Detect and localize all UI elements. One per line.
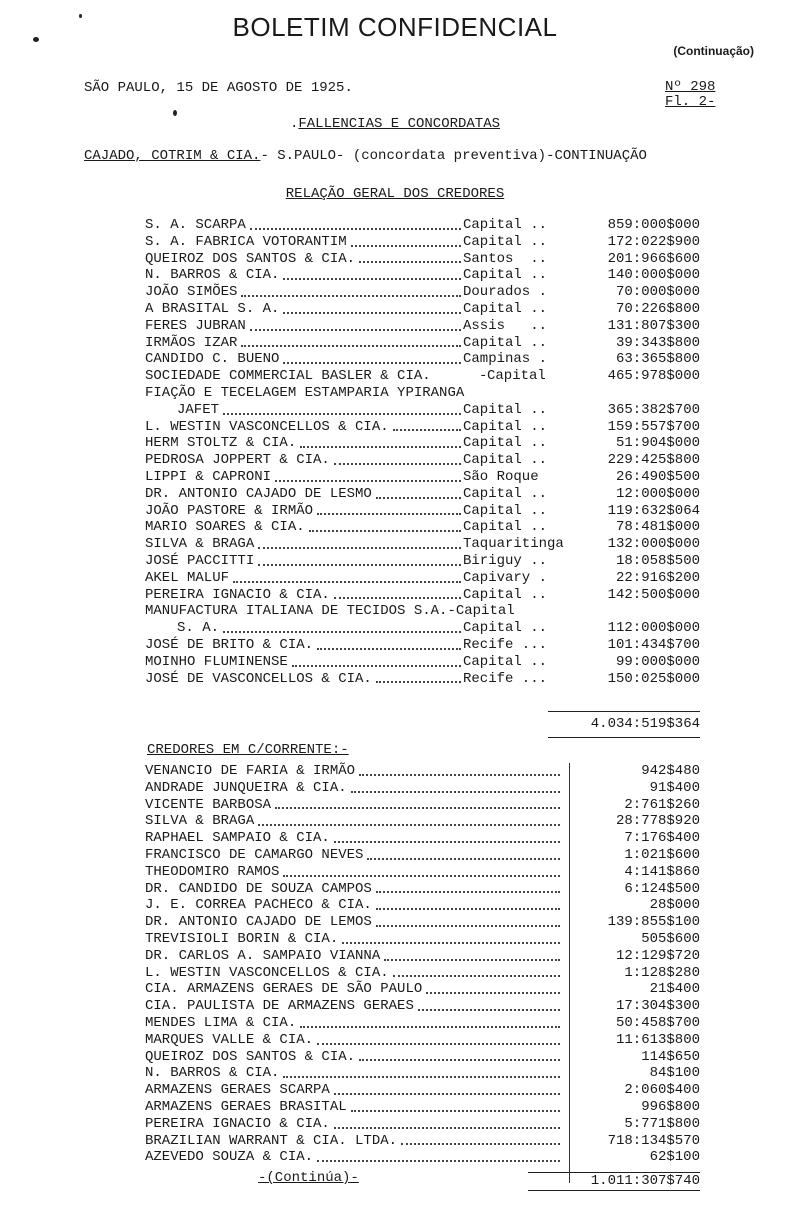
creditor-amount: 996$800: [641, 1098, 700, 1115]
creditor-name: S. A.: [177, 620, 220, 637]
leader-dots: [317, 1158, 560, 1162]
table-row: [145, 1099, 700, 1116]
table-row: [145, 830, 700, 847]
ink-speck: [173, 110, 177, 116]
creditor-name: MANUFACTURA ITALIANA DE TECIDOS S.A.-Capital: [145, 603, 515, 620]
leader-dots: [283, 276, 461, 280]
creditor-name: AKEL MALUF: [145, 569, 230, 586]
creditor-name: J. E. CORREA PACHECO & CIA.: [145, 897, 372, 914]
table-row: [145, 881, 700, 898]
leader-dots: [359, 1057, 560, 1061]
creditor-amount: 465:978$000: [607, 368, 700, 385]
total-rule-bottom: [548, 737, 700, 738]
creditor-name: HERM STOLTZ & CIA.: [145, 435, 297, 452]
place-date: SÃO PAULO, 15 DE AGOSTO DE 1925.: [84, 80, 353, 96]
creditor-amount: 50:458$700: [615, 1014, 700, 1031]
creditor-location: Capital ..: [463, 485, 548, 502]
creditor-location: Capital ..: [463, 519, 548, 536]
creditor-name: DR. ANTONIO CAJADO DE LESMO: [145, 485, 372, 502]
leader-dots: [359, 259, 461, 263]
creditor-name: DR. ANTONIO CAJADO DE LEMOS: [145, 914, 372, 931]
leader-dots: [384, 957, 560, 961]
creditor-amount: 942$480: [641, 763, 700, 779]
creditor-name: VICENTE BARBOSA: [145, 796, 272, 813]
leader-dots: [317, 646, 461, 650]
creditor-location: Capital ..: [463, 267, 548, 284]
creditor-amount: 84$100: [649, 1065, 700, 1082]
leader-dots: [309, 528, 461, 532]
table-row: [145, 763, 700, 780]
leader-dots: [351, 1108, 560, 1112]
table-row: [145, 217, 700, 234]
leader-dots: [283, 873, 560, 877]
total-rule-top: [548, 711, 700, 712]
leader-dots: [258, 562, 461, 566]
leader-dots: [223, 629, 461, 633]
table-row: [145, 931, 700, 948]
creditor-name: BRAZILIAN WARRANT & CIA. LTDA.: [145, 1132, 398, 1149]
creditor-amount: 229:425$800: [607, 452, 700, 469]
creditor-location: São Roque: [463, 468, 539, 485]
table-row: [145, 813, 700, 830]
creditor-location: Santos ..: [463, 250, 548, 267]
creditor-name: LIPPI & CAPRONI: [145, 468, 272, 485]
creditor-name: SILVA & BRAGA: [145, 536, 255, 553]
table-row: [145, 897, 700, 914]
case-line: [84, 148, 647, 164]
creditor-name: FIAÇÃO E TECELAGEM ESTAMPARIA YPIRANGA: [145, 384, 465, 401]
current-account-table: [145, 763, 700, 1166]
current-account-total: 1.011:307$740: [528, 1172, 700, 1191]
document-number: Nº 298: [665, 79, 716, 95]
creditor-amount: 78:481$000: [615, 519, 700, 536]
current-account-heading: CREDORES EM C/CORRENTE:-: [147, 742, 349, 758]
creditor-amount: 131:807$300: [607, 317, 700, 334]
creditor-location: Dourados .: [463, 284, 548, 301]
table-row: [145, 503, 700, 520]
creditor-name: S. A. SCARPA: [145, 217, 246, 233]
table-row: [145, 864, 700, 881]
creditor-amount: 70:226$800: [615, 300, 700, 317]
leader-dots: [223, 411, 461, 415]
creditor-name: FRANCISCO DE CAMARGO NEVES: [145, 846, 364, 863]
table-row: [145, 368, 700, 385]
creditors-table: [145, 217, 700, 687]
table-row: [145, 1133, 700, 1150]
leader-dots: [250, 327, 461, 331]
creditor-amount: 150:025$000: [607, 670, 700, 687]
creditor-amount: 119:632$064: [607, 502, 700, 519]
creditor-amount: 28$000: [649, 897, 700, 914]
table-row: [145, 435, 700, 452]
creditor-name: QUEIROZ DOS SANTOS & CIA.: [145, 250, 356, 267]
creditor-amount: 505$600: [641, 930, 700, 947]
creditors-total: 4.034:519$364: [590, 716, 700, 732]
creditor-name: MENDES LIMA & CIA.: [145, 1014, 297, 1031]
leader-dots: [426, 990, 560, 994]
leader-dots: [376, 923, 560, 927]
leader-dots: [258, 545, 461, 549]
table-row: [145, 654, 700, 671]
leader-dots: [334, 839, 560, 843]
continua-prefix: -: [258, 1170, 267, 1186]
creditor-name: MARIO SOARES & CIA.: [145, 519, 305, 536]
creditor-name: ARMAZENS GERAES SCARPA: [145, 1082, 330, 1099]
case-description: - S.PAULO- (concordata preventiva)-CONTINUAÇÃO: [260, 148, 647, 164]
creditor-amount: 22:916$200: [615, 569, 700, 586]
table-row: [145, 981, 700, 998]
creditor-location: Campinas .: [463, 351, 548, 368]
leader-dots: [334, 461, 461, 465]
table-row: [145, 780, 700, 797]
creditor-amount: 101:434$700: [607, 636, 700, 653]
creditor-amount: 718:134$570: [607, 1132, 700, 1149]
creditor-location: Capital ..: [463, 233, 548, 250]
leader-dots: [241, 293, 461, 297]
creditor-location: Capital ..: [463, 334, 548, 351]
table-row: [145, 847, 700, 864]
leader-dots: [351, 789, 560, 793]
table-row: [145, 603, 700, 620]
creditor-name: ARMAZENS GERAES BRASITAL: [145, 1098, 347, 1115]
table-row: [145, 251, 700, 268]
leader-dots: [359, 772, 560, 776]
creditor-location: Capital ..: [463, 435, 548, 452]
creditor-amount: 91$400: [649, 779, 700, 796]
creditor-name: JOSÉ PACCITTI: [145, 552, 255, 569]
leader-dots: [418, 1007, 560, 1011]
creditor-location: Capital ..: [463, 620, 548, 637]
creditor-name: TREVISIOLI BORIN & CIA.: [145, 930, 339, 947]
creditor-name: MARQUES VALLE & CIA.: [145, 1031, 314, 1048]
creditor-location: Capital ..: [463, 217, 548, 233]
creditor-name: MOINHO FLUMINENSE: [145, 653, 288, 670]
creditor-location: Recife ...: [463, 636, 548, 653]
leader-dots: [376, 495, 461, 499]
creditor-name: AZEVEDO SOUZA & CIA.: [145, 1149, 314, 1166]
leader-dots: [283, 360, 461, 364]
continua-note: [258, 1170, 359, 1186]
section-title-text: FALLENCIAS E CONCORDATAS: [298, 116, 501, 132]
creditor-amount: 70:000$000: [615, 284, 700, 301]
leader-dots: [334, 1091, 560, 1095]
creditor-location: Capital ..: [463, 300, 548, 317]
table-row: [145, 1032, 700, 1049]
table-row: [145, 267, 700, 284]
creditor-amount: 17:304$300: [615, 998, 700, 1015]
sheet-number: Fl. 2-: [665, 94, 716, 110]
table-row: [145, 948, 700, 965]
creditor-amount: 12:129$720: [615, 947, 700, 964]
creditor-location: Capital ..: [463, 452, 548, 469]
document-title: BOLETIM CONFIDENCIAL: [232, 12, 558, 42]
creditor-amount: 5:771$800: [624, 1115, 700, 1132]
table-row: [145, 486, 700, 503]
table-row: [145, 1116, 700, 1133]
creditor-name: RAPHAEL SAMPAIO & CIA.: [145, 830, 330, 847]
creditor-name: IRMÃOS IZAR: [145, 334, 238, 351]
creditor-amount: 201:966$600: [607, 250, 700, 267]
creditor-amount: 114$650: [641, 1048, 700, 1065]
creditor-name: QUEIROZ DOS SANTOS & CIA.: [145, 1048, 356, 1065]
table-row: [145, 914, 700, 931]
leader-dots: [275, 805, 560, 809]
table-row: [145, 553, 700, 570]
creditor-name: DR. CANDIDO DE SOUZA CAMPOS: [145, 880, 372, 897]
creditor-location: Recife ...: [463, 670, 548, 687]
creditor-amount: 63:365$800: [615, 351, 700, 368]
leader-dots: [351, 243, 461, 247]
creditor-location: Assis ..: [463, 317, 548, 334]
creditor-separator: -: [479, 368, 488, 385]
creditor-amount: 140:000$000: [607, 267, 700, 284]
creditor-name: JOSÉ DE BRITO & CIA.: [145, 636, 314, 653]
creditor-amount: 4:141$860: [624, 863, 700, 880]
creditor-name: N. BARROS & CIA.: [145, 1065, 280, 1082]
creditor-name: SILVA & BRAGA: [145, 813, 255, 830]
creditor-name: PEREIRA IGNACIO & CIA.: [145, 1115, 330, 1132]
table-row: [145, 234, 700, 251]
table-row: [145, 419, 700, 436]
creditor-amount: 6:124$500: [624, 880, 700, 897]
leader-dots: [334, 595, 461, 599]
table-row: [145, 452, 700, 469]
creditor-name: CIA. PAULISTA DE ARMAZENS GERAES: [145, 998, 414, 1015]
creditor-amount: 139:855$100: [607, 914, 700, 931]
continuation-note: (Continuação): [673, 44, 754, 58]
leader-dots: [317, 1041, 560, 1045]
table-row: [145, 637, 700, 654]
creditor-amount: 12:000$000: [615, 485, 700, 502]
leader-dots: [334, 1125, 560, 1129]
leader-dots: [376, 906, 560, 910]
creditor-amount: 172:022$900: [607, 233, 700, 250]
table-row: [145, 335, 700, 352]
creditor-amount: 112:000$000: [607, 620, 700, 637]
leader-dots: [342, 940, 560, 944]
creditor-location: Capivary .: [463, 569, 548, 586]
creditor-name: N. BARROS & CIA.: [145, 267, 280, 284]
creditor-amount: 28:778$920: [615, 813, 700, 830]
creditor-name: THEODOMIRO RAMOS: [145, 863, 280, 880]
leader-dots: [283, 1074, 560, 1078]
creditor-name: DR. CARLOS A. SAMPAIO VIANNA: [145, 947, 381, 964]
creditor-name: ANDRADE JUNQUEIRA & CIA.: [145, 779, 347, 796]
creditor-name: PEREIRA IGNACIO & CIA.: [145, 586, 330, 603]
leader-dots: [367, 856, 560, 860]
creditor-name: JOÃO PASTORE & IRMÃO: [145, 502, 314, 519]
creditor-location: Capital ..: [463, 401, 548, 418]
leader-dots: [393, 427, 461, 431]
creditor-amount: 159:557$700: [607, 418, 700, 435]
leader-dots: [300, 1024, 560, 1028]
creditor-amount: 1:128$280: [624, 964, 700, 981]
table-row: [145, 1065, 700, 1082]
creditor-amount: 1:021$600: [624, 846, 700, 863]
creditor-location: Capital ..: [463, 418, 548, 435]
table-row: [145, 965, 700, 982]
table-row: [145, 587, 700, 604]
creditor-amount: 2:060$400: [624, 1082, 700, 1099]
leader-dots: [250, 226, 461, 230]
leader-dots: [393, 973, 560, 977]
table-row: [145, 1082, 700, 1099]
creditor-amount: 365:382$700: [607, 401, 700, 418]
creditor-name: CIA. ARMAZENS GERAES DE SÃO PAULO: [145, 981, 423, 998]
leader-dots: [376, 889, 560, 893]
creditor-name: JOSÉ DE VASCONCELLOS & CIA.: [145, 670, 372, 687]
table-row: [145, 797, 700, 814]
creditor-name: A BRASITAL S. A.: [145, 300, 280, 317]
creditor-amount: 21$400: [649, 981, 700, 998]
creditor-amount: 2:761$260: [624, 796, 700, 813]
creditor-amount: 7:176$400: [624, 830, 700, 847]
creditor-location: Capital ..: [463, 653, 548, 670]
creditor-name: CANDIDO C. BUENO: [145, 351, 280, 368]
creditor-name: L. WESTIN VASCONCELLOS & CIA.: [145, 418, 389, 435]
creditor-location: Capital ..: [463, 502, 548, 519]
creditor-name: L. WESTIN VASCONCELLOS & CIA.: [145, 964, 389, 981]
creditor-name: JOÃO SIMÕES: [145, 284, 238, 301]
creditors-list-title: RELAÇÃO GERAL DOS CREDORES: [285, 186, 505, 202]
leader-dots: [300, 444, 461, 448]
table-row: [145, 385, 700, 402]
table-row: [145, 998, 700, 1015]
leader-dots: [376, 679, 461, 683]
ink-speck: [79, 14, 82, 18]
table-row: [145, 671, 700, 688]
section-title: .FALLENCIAS E CONCORDATAS: [289, 116, 501, 132]
creditor-amount: 51:904$000: [615, 435, 700, 452]
creditor-amount: 62$100: [649, 1149, 700, 1166]
table-row: [145, 1149, 700, 1166]
creditor-name: JAFET: [177, 401, 220, 418]
case-name: CAJADO, COTRIM & CIA.: [84, 148, 261, 164]
creditor-amount: 11:613$800: [615, 1031, 700, 1048]
creditor-location: Capital ..: [463, 586, 548, 603]
column-divider: [569, 763, 570, 1183]
table-row: [145, 469, 700, 486]
creditor-name: FERES JUBRAN: [145, 317, 246, 334]
table-row: [145, 284, 700, 301]
leader-dots: [283, 310, 461, 314]
continua-suffix: -: [350, 1170, 359, 1186]
creditor-name: SOCIEDADE COMMERCIAL BASLER & CIA.: [145, 368, 431, 385]
creditor-name: VENANCIO DE FARIA & IRMÃO: [145, 763, 356, 779]
leader-dots: [401, 1141, 560, 1145]
creditor-name: S. A. FABRICA VOTORANTIM: [145, 233, 347, 250]
table-row: [145, 620, 700, 637]
creditor-location: Capital: [487, 368, 546, 385]
leader-dots: [258, 822, 560, 826]
leader-dots: [233, 579, 461, 583]
creditor-location: Biriguy ..: [463, 552, 548, 569]
table-row: [145, 351, 700, 368]
continua-text: (Continúa): [266, 1170, 351, 1186]
creditor-amount: 99:000$000: [615, 653, 700, 670]
leader-dots: [292, 663, 461, 667]
table-row: [145, 402, 700, 419]
table-row: [145, 519, 700, 536]
creditor-amount: 142:500$000: [607, 586, 700, 603]
creditor-amount: 18:058$500: [615, 552, 700, 569]
leader-dots: [275, 478, 461, 482]
leader-dots: [241, 343, 461, 347]
table-row: [145, 318, 700, 335]
creditor-name: PEDROSA JOPPERT & CIA.: [145, 452, 330, 469]
leader-dots: [317, 511, 461, 515]
creditor-amount: 39:343$800: [615, 334, 700, 351]
table-row: [145, 301, 700, 318]
creditor-amount: 26:490$500: [615, 468, 700, 485]
document-number-block: [665, 80, 715, 110]
table-row: [145, 536, 700, 553]
ink-speck: [33, 37, 39, 42]
table-row: [145, 570, 700, 587]
creditor-amount: 859:000$000: [607, 217, 700, 233]
creditor-location: Taquaritinga: [463, 536, 564, 553]
table-row: [145, 1049, 700, 1066]
table-row: [145, 1015, 700, 1032]
creditor-amount: 132:000$000: [607, 536, 700, 553]
